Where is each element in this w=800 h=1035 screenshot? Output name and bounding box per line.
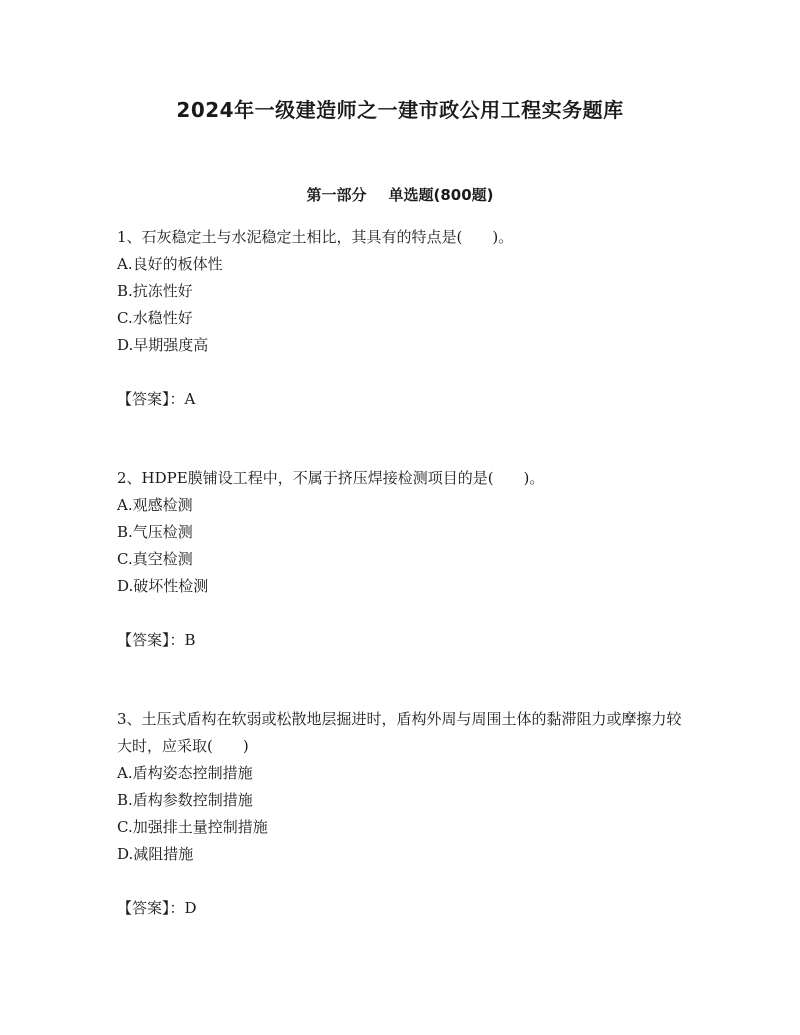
question-stem: 3、土压式盾构在软弱或松散地层掘进时，盾构外周与周围土体的黏滞阻力或摩擦力较大时，应采取( ) bbox=[117, 710, 682, 755]
answer-value: D bbox=[184, 899, 197, 917]
option-d: D.破坏性检测 bbox=[117, 577, 209, 595]
answer-label: 【答案】： bbox=[117, 899, 185, 917]
answer-label: 【答案】： bbox=[117, 390, 185, 408]
answer-line bbox=[117, 386, 687, 413]
option-a: A.良好的板体性 bbox=[117, 255, 223, 273]
option-d: D.早期强度高 bbox=[117, 336, 209, 354]
option-b: B.盾构参数控制措施 bbox=[117, 791, 253, 809]
option-c: C.加强排土量控制措施 bbox=[117, 818, 268, 836]
question-stem: 1、石灰稳定土与水泥稳定土相比，其具有的特点是( )。 bbox=[117, 228, 514, 246]
option-c: C.真空检测 bbox=[117, 550, 193, 568]
answer-value: A bbox=[184, 390, 196, 408]
option-b: B.气压检测 bbox=[117, 523, 193, 541]
section-heading bbox=[0, 183, 800, 207]
question-2 bbox=[117, 465, 687, 654]
question-3 bbox=[117, 706, 687, 922]
answer-line bbox=[117, 627, 687, 654]
option-d: D.减阻措施 bbox=[117, 845, 194, 863]
answer-value: B bbox=[184, 631, 196, 649]
section-part: 第一部分 bbox=[306, 186, 367, 204]
option-a: A.盾构姿态控制措施 bbox=[117, 764, 253, 782]
question-stem: 2、HDPE膜铺设工程中，不属于挤压焊接检测项目的是( )。 bbox=[117, 469, 545, 487]
document-title: 2024年一级建造师之一建市政公用工程实务题库 bbox=[176, 98, 624, 122]
section-name: 单选题(800题) bbox=[388, 186, 494, 204]
option-a: A.观感检测 bbox=[117, 496, 193, 514]
answer-line bbox=[117, 895, 687, 922]
question-1 bbox=[117, 224, 687, 413]
option-b: B.抗冻性好 bbox=[117, 282, 193, 300]
question-list bbox=[117, 224, 687, 922]
option-c: C.水稳性好 bbox=[117, 309, 193, 327]
answer-label: 【答案】： bbox=[117, 631, 185, 649]
